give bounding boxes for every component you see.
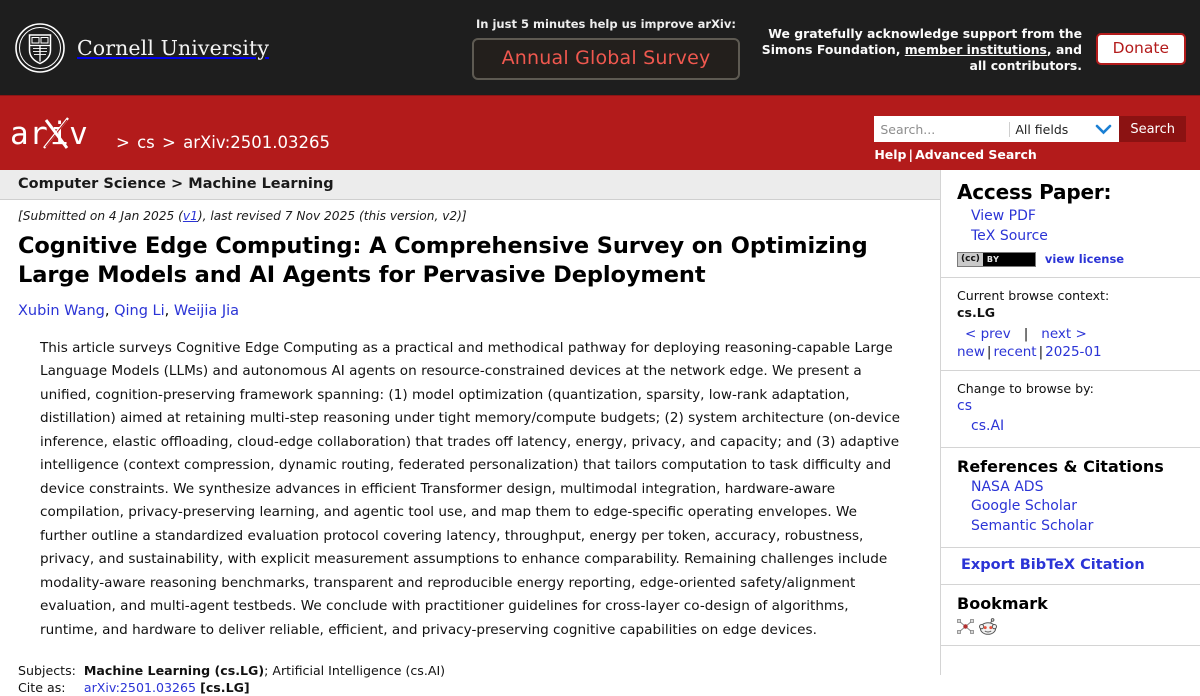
google-scholar-link[interactable]: Google Scholar <box>971 498 1078 515</box>
browse-by-csai-link[interactable]: cs.AI <box>971 417 1005 434</box>
cite-row <box>18 679 445 696</box>
subject-sep: > <box>171 176 184 192</box>
version-v1-link[interactable]: v1 <box>182 209 198 223</box>
author-link[interactable]: Qing Li <box>114 302 165 319</box>
subject-secondary-value: Artificial Intelligence (cs.AI) <box>272 663 446 679</box>
change-browse-section <box>941 371 1200 448</box>
next-paper-link[interactable]: next > <box>1041 325 1087 342</box>
search-field-select[interactable] <box>1009 122 1119 137</box>
nav-pipe: | <box>1023 325 1029 342</box>
subject-value-sep: ; <box>264 663 273 679</box>
author-link[interactable]: Weijia Jia <box>173 302 240 319</box>
access-paper-section <box>941 170 1200 278</box>
search-input[interactable] <box>874 116 1009 142</box>
breadcrumb <box>114 133 330 152</box>
abstract-text: This article surveys Cognitive Edge Computing as a practical and methodical pathway for deploying reasoning-capable Large Language Models (LLMs) and autonomous AI agents on resource-constrained devices at the network edge. We present a unified, cognition-preserving framework spanning: (1) model optimization (quantization, sparsity, low-rank adaptation, distillation) aimed at retaining multi-step reasoning under tight memory/compute budgets; (2) system architecture (on-device inference, elastic offloading, cloud-edge collaboration) that trades off latency, energy, privacy, and capacity; and (3) adaptive intelligence (context compression, dynamic routing, federated personalization) that tailors computation to task difficulty and device constraints. We synthesize advances in efficient Transformer design, multimodal integration, hardware-aware compilation, privacy-preserving learning, and agentic tool use, and map them to edge-specific operating envelopes. We further outline a standardized evaluation protocol covering latency, throughput, energy per token, accuracy, robustness, privacy, and sustainability, with explicit measurement assumptions to enhance comparability. Remaining challenges include modality-aware reasoning benchmarks, transparent and reproducible energy reporting, edge-oriented safety/alignment evaluation, and multi-agent testbeds. We conclude with practitioner guidelines for cross-layer co-design of algorithms, runtime, and hardware to deliver reliable, efficient, and privacy-preserving cognitive capabilities on edge devices. <box>40 339 900 638</box>
cornell-sponsor-banner <box>0 0 1200 95</box>
references-heading: References & Citations <box>957 456 1164 476</box>
search-area <box>874 116 1186 162</box>
cite-label: Cite as: <box>18 680 66 696</box>
breadcrumb-archive-cs[interactable]: cs <box>137 133 155 152</box>
search-field-select-wrapper[interactable] <box>1009 116 1119 142</box>
search-button[interactable]: Search <box>1119 116 1186 142</box>
license-row <box>957 252 1200 267</box>
cite-value <box>84 679 445 696</box>
tex-source-link[interactable]: TeX Source <box>971 227 1048 244</box>
browse-month-link[interactable]: 2025-01 <box>1045 343 1102 360</box>
cornell-seal-icon <box>14 22 66 74</box>
bookmark-icon-row <box>957 618 1200 635</box>
support-line-2-post: , and <box>1046 41 1082 57</box>
advanced-search-link[interactable]: Advanced Search <box>915 147 1037 162</box>
survey-lead-text: In just 5 minutes help us improve arXiv: <box>476 17 736 31</box>
submitted-pre: [Submitted on 4 Jan 2025 ( <box>18 209 183 223</box>
help-separator: | <box>908 147 914 162</box>
help-link[interactable]: Help <box>874 147 907 162</box>
prev-paper-link[interactable]: < prev <box>965 325 1011 342</box>
breadcrumb-sep-1: > <box>116 133 130 152</box>
browse-new-link[interactable]: new <box>957 343 985 360</box>
subject-secondary-link[interactable]: Machine Learning <box>188 176 334 192</box>
annual-global-survey-button[interactable]: Annual Global Survey <box>472 38 740 80</box>
page-title: Cognitive Edge Computing: A Comprehensive Survey on Optimizing Large Models and AI Agents for Pervasive Deployment <box>18 233 868 288</box>
change-browse-label: Change to browse by: <box>957 380 1094 396</box>
member-institutions-link[interactable]: member institutions <box>904 41 1047 57</box>
breadcrumb-sep-2: > <box>162 133 176 152</box>
svg-text:iv: iv <box>50 116 89 152</box>
view-pdf-link[interactable]: View PDF <box>971 208 1036 224</box>
bookmark-heading: Bookmark <box>957 593 1048 613</box>
cc-by-symbol: BY <box>983 253 1035 266</box>
submitted-post: ), last revised 7 Nov 2025 (this version, v2)] <box>197 209 467 223</box>
subject-primary-value: Machine Learning (cs.LG) <box>83 663 265 679</box>
main-column <box>0 170 940 696</box>
subject-primary-link[interactable]: Computer Science <box>18 176 166 192</box>
cite-arxiv-id-link[interactable]: arXiv:2501.03265 <box>83 680 197 696</box>
subjects-value <box>84 662 445 679</box>
svg-text:ar: ar <box>10 116 49 152</box>
access-paper-heading: Access Paper: <box>957 180 1112 204</box>
browse-by-cs-link[interactable]: cs <box>957 397 972 414</box>
author-list: Xubin Wang, Qing Li, Weijia Jia <box>18 302 240 319</box>
support-line-2-pre: Simons Foundation, <box>761 41 905 57</box>
bookmark-section <box>941 585 1200 646</box>
arxiv-logo-link[interactable] <box>10 112 110 154</box>
nasa-ads-link[interactable]: NASA ADS <box>971 478 1044 495</box>
breadcrumb-arxiv-id[interactable]: arXiv:2501.03265 <box>183 133 331 152</box>
page-body <box>0 170 1200 696</box>
support-line-3: all contributors. <box>969 57 1082 73</box>
support-line-1: We gratefully acknowledge support from the <box>768 26 1082 41</box>
cornell-university-label: Cornell University <box>77 35 270 60</box>
survey-block <box>472 17 740 80</box>
support-acknowledgement <box>760 26 1082 74</box>
paper-metadata-table <box>18 662 445 696</box>
author-link[interactable]: Xubin Wang <box>18 302 105 319</box>
subjects-row <box>18 662 445 679</box>
reddit-icon[interactable] <box>979 618 997 635</box>
prev-next-nav <box>957 326 1200 342</box>
semantic-scholar-link[interactable]: Semantic Scholar <box>971 518 1094 535</box>
search-help-row <box>874 147 1186 162</box>
cornell-university-link[interactable] <box>0 22 269 74</box>
cite-category: [cs.LG] <box>200 680 250 696</box>
view-license-link[interactable]: view license <box>1044 252 1125 267</box>
cc-by-license-icon[interactable] <box>957 252 1036 267</box>
subject-breadcrumb-bar <box>0 170 940 200</box>
donate-button[interactable]: Donate <box>1096 33 1186 65</box>
references-citations-section <box>941 448 1200 549</box>
bibsonomy-icon[interactable] <box>957 618 974 635</box>
cc-symbol: (cc) <box>958 253 983 266</box>
browse-context-label: Current browse context: <box>957 287 1110 303</box>
arxiv-header-bar <box>0 95 1200 170</box>
browse-context-value: cs.LG <box>957 304 996 320</box>
arxiv-logo-icon <box>10 112 110 154</box>
browse-context-section <box>941 278 1200 371</box>
browse-recent-link[interactable]: recent <box>993 343 1037 360</box>
submission-history-line <box>0 200 940 223</box>
sidebar <box>940 170 1200 675</box>
export-citation-section <box>941 548 1200 585</box>
browse-listing-row: new | recent | 2025-01 <box>957 343 1102 360</box>
export-bibtex-link[interactable]: Export BibTeX Citation <box>961 557 1145 574</box>
subjects-label: Subjects: <box>18 663 76 679</box>
